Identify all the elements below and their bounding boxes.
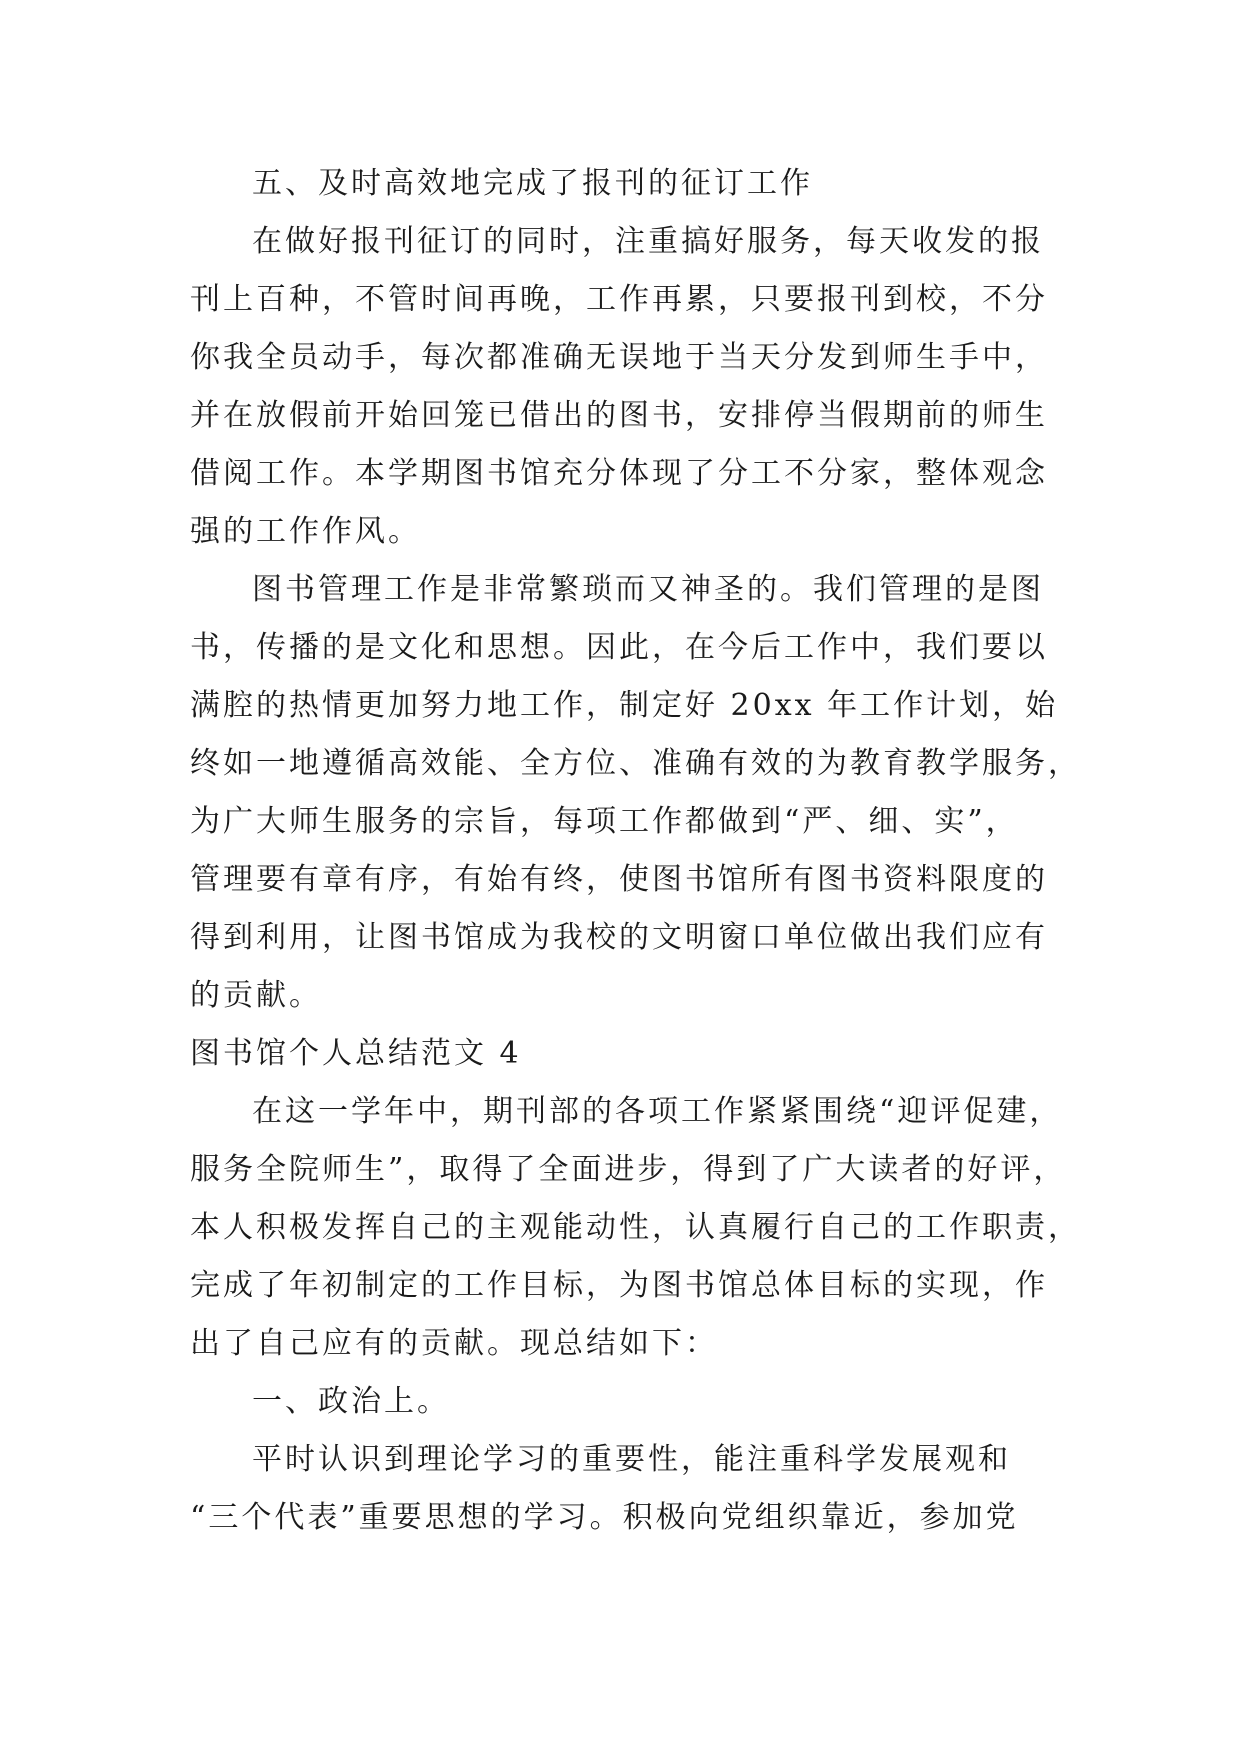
- section-heading-one: 一、政治上。: [252, 1384, 450, 1419]
- paragraph-line: 并在放假前开始回笼已借出的图书，安排停当假期前的师生: [190, 398, 1048, 433]
- paragraph-line: 服务全院师生”，取得了全面进步，得到了广大读者的好评，: [190, 1152, 1067, 1187]
- paragraph-line: 的贡献。: [190, 978, 322, 1013]
- paragraph-line: 在这一学年中，期刊部的各项工作紧紧围绕“迎评促建，: [252, 1094, 1063, 1129]
- paragraph-line: 本人积极发挥自己的主观能动性，认真履行自己的工作职责，: [190, 1210, 1081, 1245]
- paragraph-line: 为广大师生服务的宗旨，每项工作都做到“严、细、实”，: [190, 804, 1019, 839]
- paragraph-line: 得到利用，让图书馆成为我校的文明窗口单位做出我们应有: [190, 920, 1048, 955]
- paragraph-line: 图书管理工作是非常繁琐而又神圣的。我们管理的是图: [252, 572, 1044, 607]
- paragraph-line: 完成了年初制定的工作目标，为图书馆总体目标的实现，作: [190, 1268, 1048, 1303]
- paragraph-line: 借阅工作。本学期图书馆充分体现了分工不分家，整体观念: [190, 456, 1048, 491]
- paragraph-line: “三个代表”重要思想的学习。积极向党组织靠近，参加党: [190, 1500, 1019, 1535]
- paragraph-line: 管理要有章有序，有始有终，使图书馆所有图书资料限度的: [190, 862, 1048, 897]
- article-title: 图书馆个人总结范文 4: [190, 1036, 522, 1071]
- document-body: [190, 155, 1081, 1547]
- paragraph-line: 平时认识到理论学习的重要性，能注重科学发展观和: [252, 1442, 1011, 1477]
- paragraph-line: 刊上百种，不管时间再晚，工作再累，只要报刊到校，不分: [190, 282, 1048, 317]
- paragraph-line: 在做好报刊征订的同时，注重搞好服务，每天收发的报: [252, 224, 1044, 259]
- paragraph-line: 强的工作作风。: [190, 514, 421, 549]
- section-heading-five: 五、及时高效地完成了报刊的征订工作: [252, 166, 813, 201]
- paragraph-line: 满腔的热情更加努力地工作，制定好 20xx 年工作计划，始: [190, 688, 1059, 723]
- paragraph-line: 你我全员动手，每次都准确无误地于当天分发到师生手中，: [190, 340, 1048, 375]
- paragraph-line: 出了自己应有的贡献。现总结如下：: [190, 1326, 718, 1361]
- paragraph-line: 终如一地遵循高效能、全方位、准确有效的为教育教学服务，: [190, 746, 1081, 781]
- paragraph-line: 书，传播的是文化和思想。因此，在今后工作中，我们要以: [190, 630, 1048, 665]
